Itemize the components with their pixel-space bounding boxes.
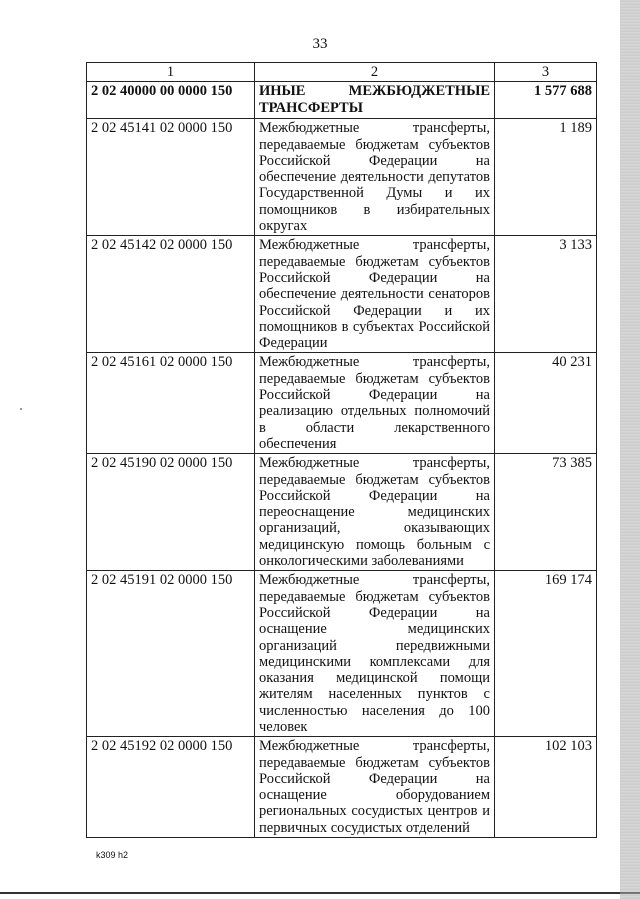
row-amount: 1 189 <box>495 119 597 236</box>
table-row <box>87 236 597 353</box>
table-row-total <box>87 82 597 119</box>
scan-speck <box>20 408 22 410</box>
row-description: Межбюджетные трансферты, передаваемые бюджетам субъектов Российской Федерации на оснащение оборудованием региональных сосудистых центров и первичных сосудистых отделений <box>255 737 495 838</box>
column-number-2: 2 <box>255 63 495 82</box>
page-number: 33 <box>312 36 328 52</box>
scan-edge-shadow <box>620 0 640 899</box>
row-amount: 1 577 688 <box>495 82 597 119</box>
table-row <box>87 353 597 454</box>
row-amount: 169 174 <box>495 571 597 737</box>
row-description: Межбюджетные трансферты, передаваемые бюджетам субъектов Российской Федерации на реализацию отдельных полномочий в области лекарственного обеспечения <box>255 353 495 454</box>
table-row <box>87 571 597 737</box>
column-number-row <box>87 63 597 82</box>
row-amount: 73 385 <box>495 454 597 571</box>
table-row <box>87 454 597 571</box>
budget-code: 2 02 45191 02 0000 150 <box>87 571 255 737</box>
table-row <box>87 119 597 236</box>
budget-code: 2 02 45161 02 0000 150 <box>87 353 255 454</box>
budget-code: 2 02 45190 02 0000 150 <box>87 454 255 571</box>
row-description: Межбюджетные трансферты, передаваемые бюджетам субъектов Российской Федерации на переоснащение медицинских организаций, оказывающих медицинскую помощь больным с онкологическими заболеваниями <box>255 454 495 571</box>
row-description: Межбюджетные трансферты, передаваемые бюджетам субъектов Российской Федерации на обеспечение деятельности депутатов Государственной Думы и их помощников в избирательных округах <box>255 119 495 236</box>
row-description: Межбюджетные трансферты, передаваемые бюджетам субъектов Российской Федерации на оснащение медицинских организаций передвижными медицинскими комплексами для оказания медицинской помощи жителям населенных пунктов с численностью населения до 100 человек <box>255 571 495 737</box>
budget-code: 2 02 45141 02 0000 150 <box>87 119 255 236</box>
row-description: ИНЫЕ МЕЖБЮДЖЕТНЫЕ ТРАНСФЕРТЫ <box>255 82 495 119</box>
table-row <box>87 737 597 838</box>
budget-code: 2 02 45142 02 0000 150 <box>87 236 255 353</box>
row-description: Межбюджетные трансферты, передаваемые бюджетам субъектов Российской Федерации на обеспечение деятельности сенаторов Российской Федерации и их помощников в субъектах Российской Федерации <box>255 236 495 353</box>
column-number-3: 3 <box>495 63 597 82</box>
budget-code: 2 02 45192 02 0000 150 <box>87 737 255 838</box>
budget-code: 2 02 40000 00 0000 150 <box>87 82 255 119</box>
row-amount: 3 133 <box>495 236 597 353</box>
page-bottom-rule <box>0 892 640 894</box>
column-number-1: 1 <box>87 63 255 82</box>
row-amount: 40 231 <box>495 353 597 454</box>
budget-table <box>86 62 597 838</box>
row-amount: 102 103 <box>495 737 597 838</box>
footer-code: k309 h2 <box>96 850 129 860</box>
